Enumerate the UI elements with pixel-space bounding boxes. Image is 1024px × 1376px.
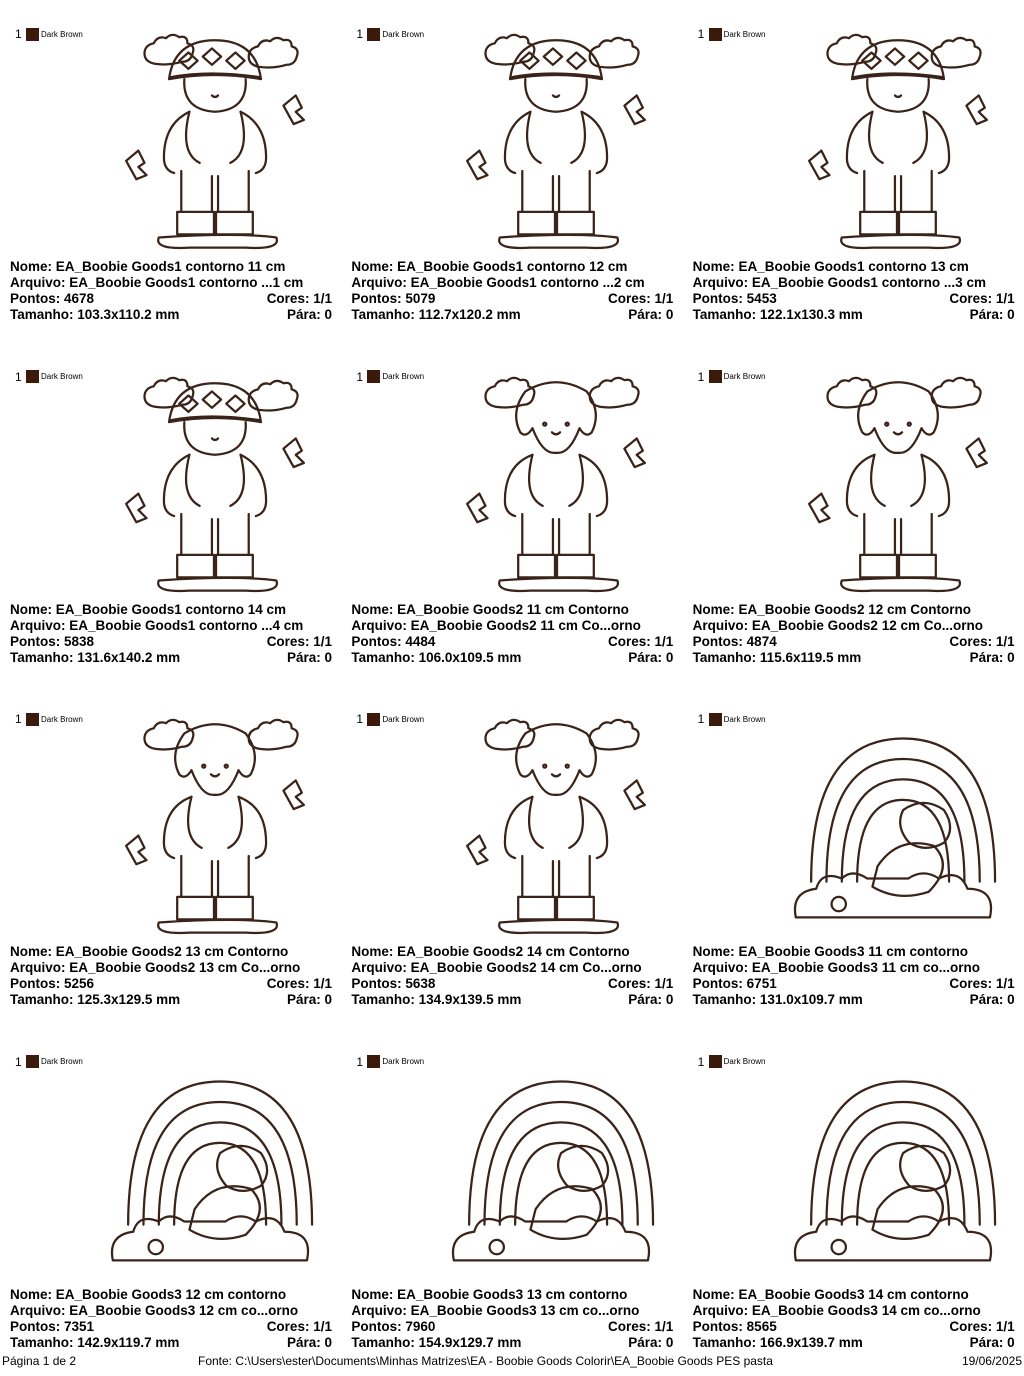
design-size: Tamanho: 142.9x119.7 mm <box>10 1334 180 1350</box>
thread-number: 1 <box>15 27 22 41</box>
page-number: Página 1 de 2 <box>2 1354 77 1368</box>
thread-legend <box>15 1055 83 1069</box>
color-swatch <box>709 28 722 41</box>
design-size: Tamanho: 131.0x109.7 mm <box>692 992 863 1007</box>
design-card <box>693 351 1023 691</box>
design-preview-image <box>778 28 1018 263</box>
stop-count: Pára: 0 <box>969 1334 1015 1350</box>
thread-color-name: Dark Brown <box>723 714 766 724</box>
thread-color-name: Dark Brown <box>382 29 425 39</box>
thread-number: 1 <box>697 369 705 384</box>
stop-count: Pára: 0 <box>969 649 1015 665</box>
design-card <box>10 8 340 348</box>
color-swatch <box>367 370 380 383</box>
design-name: Nome: EA_Boobie Goods2 13 cm Contorno <box>10 944 289 959</box>
design-name: Nome: EA_Boobie Goods2 11 cm Contorno <box>351 601 629 617</box>
stitch-count: Pontos: 4874 <box>692 633 777 649</box>
stop-count: Pára: 0 <box>286 649 332 665</box>
design-file: Arquivo: EA_Boobie Goods3 12 cm co...orno <box>10 1302 299 1318</box>
thread-color-name: Dark Brown <box>723 372 766 381</box>
design-size: Tamanho: 166.9x139.7 mm <box>692 1334 863 1350</box>
design-card <box>351 1036 681 1376</box>
stitch-count: Pontos: 6751 <box>692 976 777 991</box>
thread-legend <box>15 370 83 384</box>
thread-number: 1 <box>356 1054 364 1069</box>
stitch-count: Pontos: 5638 <box>351 976 436 991</box>
thread-number: 1 <box>697 1054 705 1069</box>
design-card <box>693 1036 1023 1376</box>
design-info <box>351 602 673 666</box>
design-name: Nome: EA_Boobie Goods2 14 cm Contorno <box>351 944 630 959</box>
thread-legend <box>698 370 766 384</box>
stop-count: Pára: 0 <box>628 307 674 322</box>
design-name: Nome: EA_Boobie Goods3 11 cm contorno <box>692 944 968 959</box>
thread-legend <box>15 27 83 41</box>
design-file: Arquivo: EA_Boobie Goods2 14 cm Co...orno <box>351 960 642 975</box>
design-card <box>351 693 681 1033</box>
design-name: Nome: EA_Boobie Goods3 13 cm contorno <box>351 1286 628 1302</box>
stitch-count: Pontos: 7960 <box>351 1318 436 1334</box>
design-info <box>351 259 673 323</box>
design-name: Nome: EA_Boobie Goods3 14 cm contorno <box>692 1286 969 1302</box>
design-info <box>693 259 1015 323</box>
thread-color-name: Dark Brown <box>723 29 766 39</box>
color-swatch <box>709 370 722 383</box>
thread-legend <box>698 1055 766 1069</box>
stitch-count: Pontos: 5453 <box>692 291 777 306</box>
design-preview-image <box>95 371 335 606</box>
design-name: Nome: EA_Boobie Goods1 contorno 12 cm <box>351 259 628 274</box>
color-count: Cores: 1/1 <box>266 976 332 991</box>
color-count: Cores: 1/1 <box>608 1318 674 1334</box>
design-file: Arquivo: EA_Boobie Goods2 11 cm Co...orno <box>351 617 641 633</box>
stitch-count: Pontos: 4678 <box>10 291 95 306</box>
thread-color-name: Dark Brown <box>41 1057 83 1066</box>
design-card <box>351 351 681 691</box>
color-swatch <box>26 370 39 383</box>
color-swatch <box>26 1055 39 1068</box>
thread-number: 1 <box>356 712 364 726</box>
design-name: Nome: EA_Boobie Goods1 contorno 13 cm <box>692 259 969 274</box>
thread-color-name: Dark Brown <box>382 372 425 381</box>
color-swatch <box>709 1055 722 1068</box>
thread-legend <box>356 1055 424 1069</box>
design-name: Nome: EA_Boobie Goods1 contorno 14 cm <box>10 601 287 617</box>
page-footer <box>0 1354 1024 1370</box>
stop-count: Pára: 0 <box>286 992 332 1007</box>
color-count: Cores: 1/1 <box>266 291 332 306</box>
thread-legend <box>15 712 83 726</box>
design-card <box>10 1036 340 1376</box>
color-count: Cores: 1/1 <box>949 633 1015 649</box>
design-file: Arquivo: EA_Boobie Goods2 13 cm Co...orno <box>10 960 301 975</box>
design-info <box>351 1287 673 1351</box>
stop-count: Pára: 0 <box>628 1334 674 1350</box>
thread-number: 1 <box>356 27 364 41</box>
design-preview-image <box>95 28 335 263</box>
print-date: 19/06/2025 <box>961 1354 1022 1368</box>
design-size: Tamanho: 115.6x119.5 mm <box>692 649 862 665</box>
design-size: Tamanho: 122.1x130.3 mm <box>692 307 863 322</box>
thread-legend <box>356 27 424 41</box>
color-swatch <box>367 28 380 41</box>
design-preview-image <box>778 713 1018 948</box>
stop-count: Pára: 0 <box>286 307 332 322</box>
design-file: Arquivo: EA_Boobie Goods3 14 cm co...orno <box>692 1302 981 1318</box>
design-preview-image <box>436 28 676 263</box>
source-path: Fonte: C:\Users\ester\Documents\Minhas Matrizes\EA - Boobie Goods Colorir\EA_Boobie Goods PES pasta <box>198 1354 773 1368</box>
color-swatch <box>367 713 380 726</box>
design-name: Nome: EA_Boobie Goods1 contorno 11 cm <box>10 259 286 274</box>
design-size: Tamanho: 106.0x109.5 mm <box>351 649 522 665</box>
thread-number: 1 <box>697 712 705 726</box>
design-size: Tamanho: 154.9x129.7 mm <box>351 1334 522 1350</box>
thread-number: 1 <box>15 1054 22 1069</box>
color-count: Cores: 1/1 <box>266 1318 332 1334</box>
design-card <box>10 693 340 1033</box>
thread-number: 1 <box>15 712 22 726</box>
thread-number: 1 <box>356 369 364 384</box>
design-preview-image <box>436 713 676 948</box>
design-size: Tamanho: 125.3x129.5 mm <box>10 992 181 1007</box>
design-size: Tamanho: 134.9x139.5 mm <box>351 992 522 1007</box>
design-size: Tamanho: 112.7x120.2 mm <box>351 307 521 322</box>
thread-color-name: Dark Brown <box>382 1057 425 1066</box>
design-size: Tamanho: 131.6x140.2 mm <box>10 649 181 665</box>
stitch-count: Pontos: 7351 <box>10 1318 95 1334</box>
stitch-count: Pontos: 8565 <box>692 1318 777 1334</box>
stop-count: Pára: 0 <box>969 307 1015 322</box>
design-name: Nome: EA_Boobie Goods3 12 cm contorno <box>10 1286 287 1302</box>
color-swatch <box>367 1055 380 1068</box>
stop-count: Pára: 0 <box>628 649 674 665</box>
design-card <box>693 693 1023 1033</box>
thread-legend <box>356 370 424 384</box>
design-file: Arquivo: EA_Boobie Goods1 contorno ...1 cm <box>10 275 304 290</box>
design-preview-image <box>778 371 1018 606</box>
design-preview-image <box>95 713 335 948</box>
stitch-count: Pontos: 5256 <box>10 976 95 991</box>
color-count: Cores: 1/1 <box>608 633 674 649</box>
design-preview-image <box>778 1056 1018 1291</box>
design-file: Arquivo: EA_Boobie Goods3 11 cm co...orno <box>692 960 980 975</box>
thread-color-name: Dark Brown <box>723 1057 766 1066</box>
color-count: Cores: 1/1 <box>949 976 1015 991</box>
color-count: Cores: 1/1 <box>608 976 674 991</box>
thread-color-name: Dark Brown <box>41 29 83 39</box>
color-swatch <box>709 713 722 726</box>
thread-number: 1 <box>697 27 705 41</box>
stitch-count: Pontos: 4484 <box>351 633 436 649</box>
design-preview-image <box>436 1056 676 1291</box>
thread-number: 1 <box>15 369 22 384</box>
stop-count: Pára: 0 <box>286 1334 332 1350</box>
design-card <box>351 8 681 348</box>
color-count: Cores: 1/1 <box>608 291 674 306</box>
thread-color-name: Dark Brown <box>41 714 83 724</box>
design-info <box>10 259 332 323</box>
thread-legend <box>698 27 766 41</box>
design-name: Nome: EA_Boobie Goods2 12 cm Contorno <box>692 601 971 617</box>
design-file: Arquivo: EA_Boobie Goods1 contorno ...2 cm <box>351 275 645 290</box>
design-info <box>693 944 1015 1008</box>
design-info <box>10 944 332 1008</box>
stop-count: Pára: 0 <box>628 992 674 1007</box>
stitch-count: Pontos: 5079 <box>351 291 436 306</box>
design-info <box>351 944 673 1008</box>
thread-color-name: Dark Brown <box>41 372 83 381</box>
design-preview-image <box>436 371 676 606</box>
color-count: Cores: 1/1 <box>949 1318 1015 1334</box>
design-file: Arquivo: EA_Boobie Goods2 12 cm Co...orno <box>692 617 983 633</box>
stitch-count: Pontos: 5838 <box>10 633 95 649</box>
stop-count: Pára: 0 <box>969 992 1015 1007</box>
design-preview-image <box>95 1056 335 1291</box>
color-swatch <box>26 713 39 726</box>
thread-color-name: Dark Brown <box>382 714 425 724</box>
design-card <box>10 351 340 691</box>
thread-legend <box>356 712 424 726</box>
design-file: Arquivo: EA_Boobie Goods3 13 cm co...orno <box>351 1302 640 1318</box>
design-size: Tamanho: 103.3x110.2 mm <box>10 307 180 322</box>
color-count: Cores: 1/1 <box>949 291 1015 306</box>
color-count: Cores: 1/1 <box>266 633 332 649</box>
design-file: Arquivo: EA_Boobie Goods1 contorno ...4 cm <box>10 617 304 633</box>
design-info <box>693 602 1015 666</box>
thread-legend <box>698 712 766 726</box>
design-info <box>693 1287 1015 1351</box>
design-info <box>10 602 332 666</box>
design-info <box>10 1287 332 1351</box>
color-swatch <box>26 28 39 41</box>
design-card <box>693 8 1023 348</box>
design-file: Arquivo: EA_Boobie Goods1 contorno ...3 cm <box>692 275 986 290</box>
